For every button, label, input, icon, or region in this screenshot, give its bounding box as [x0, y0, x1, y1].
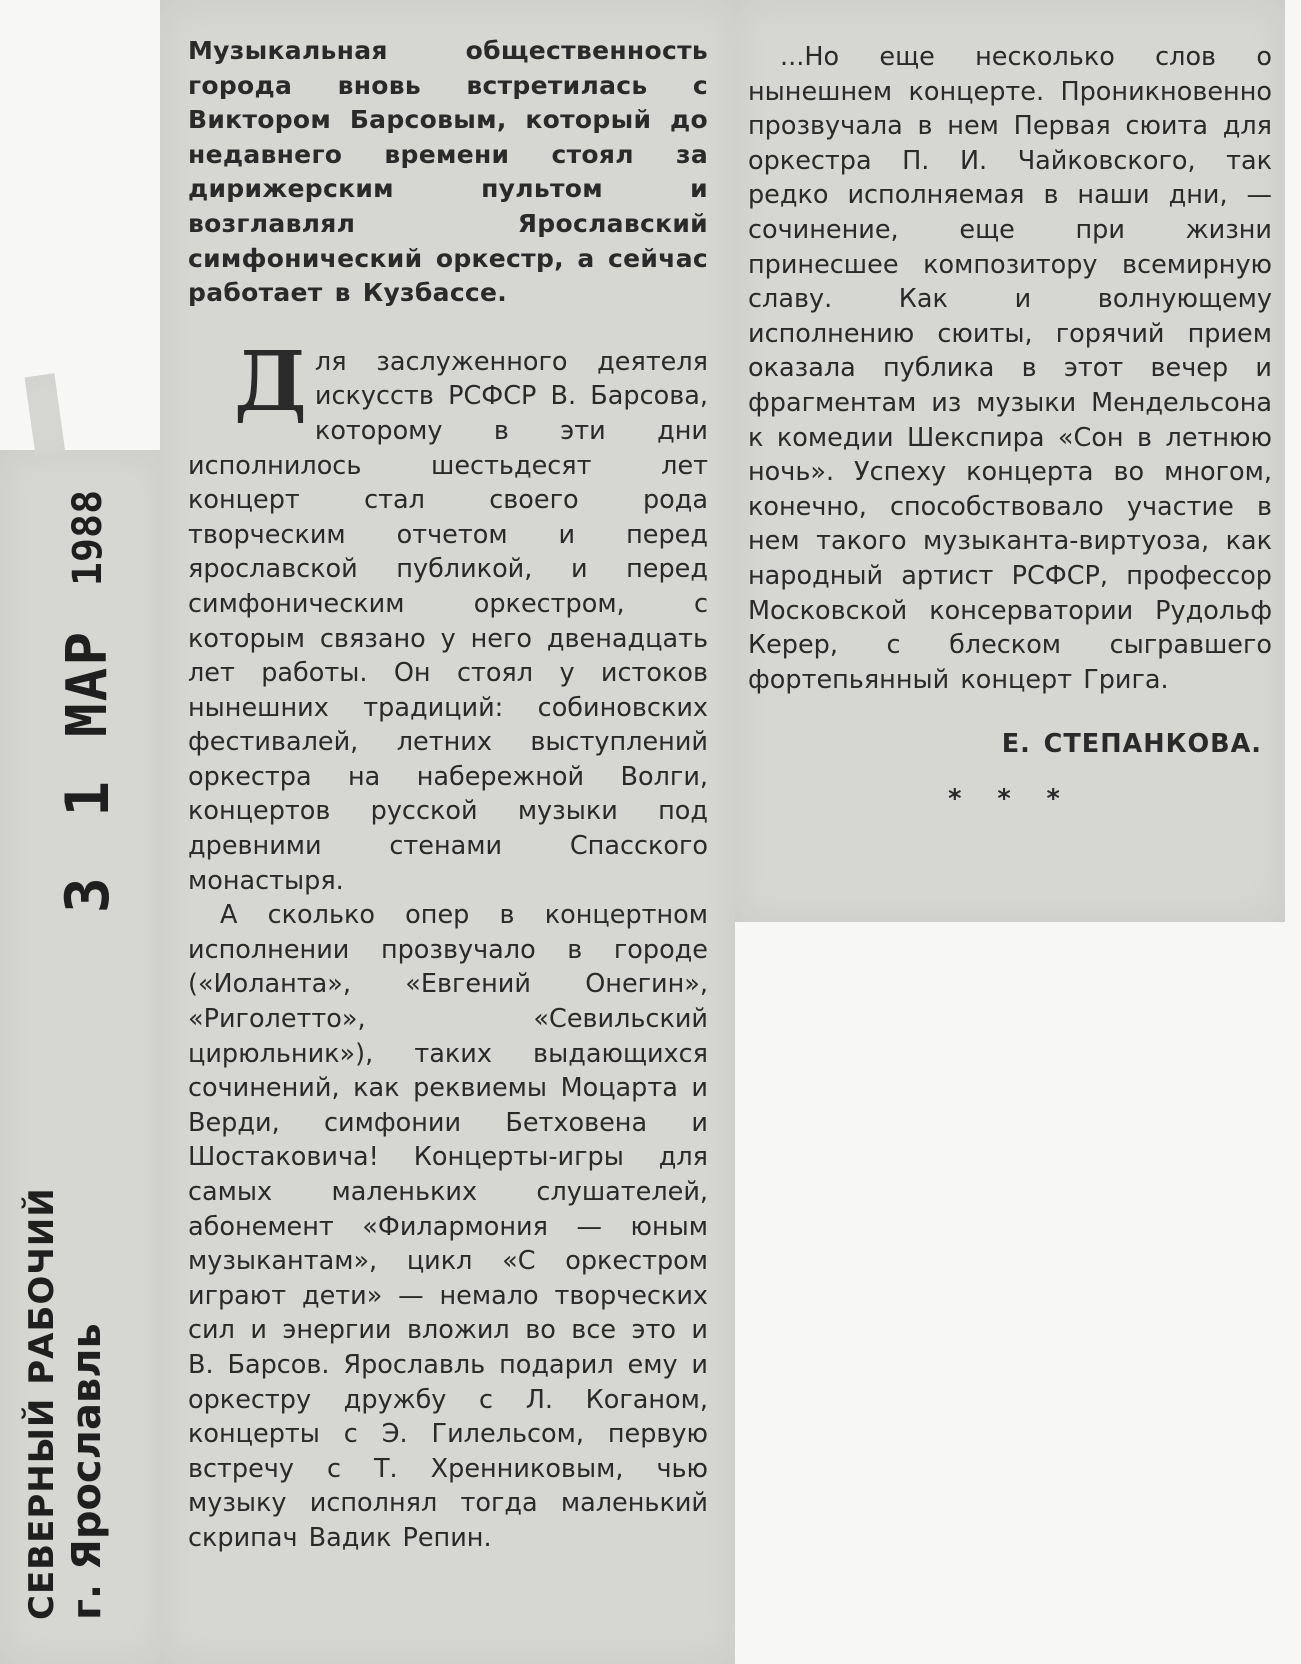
- article-paragraph-2: А сколько опер в концертном исполнении прозвучало в городе («Иоланта», «Евгений Онегин», «Риголетто», «Севильский цирюльник»), таких выдающихся сочинений, как реквиемы Моцарта и Верди, симфонии Бетховена и Шостаковича! Концерты-игры для самых маленьких слушателей, абонемент «Филармония — юным музыкантам», цикл «С оркестром играют дети» — немало творческих сил и энергии вложил во все это и В. Барсов. Ярославль подарил ему и оркестру дружбу с Л. Коганом, концерты с Э. Гилельсом, первую встречу с Т. Хренниковым, чью музыку исполнял тогда маленький скрипач Вадик Репин.: [188, 900, 708, 1553]
- article-separator: * * *: [948, 783, 1072, 814]
- newspaper-city: г. Ярославль: [64, 1323, 110, 1620]
- article-column-right: [748, 40, 1272, 816]
- article-author: Е. СТЕПАНКОВА.: [1001, 729, 1262, 760]
- drop-cap: Д: [234, 333, 307, 430]
- article-paragraph-1: [188, 333, 708, 899]
- article-lead: Музыкальная общественность города вновь встретилась с Виктором Барсовым, который до недавнего времени стоял за дирижерским пультом и возглавлял Ярославский симфонический оркестр, а сейчас работает в Кузбассе.: [188, 36, 708, 308]
- date-stamp-day: 3 1: [53, 768, 123, 914]
- date-stamp-month: МАР: [55, 629, 121, 738]
- date-stamp: [48, 475, 128, 915]
- article-column-left: [188, 34, 708, 1556]
- article-paragraph-3: ...Но еще несколько слов о нынешнем концерте. Проникновенно прозвучала в нем Первая сюита для оркестра П. И. Чайковского, так редко исполняемая в наши дни, — сочинение, еще при жизни принесшее композитору всемирную славу. Как и волнующему исполнению сюиты, горячий прием оказала публика в этот вечер и фрагментам из музыки Мендельсона к комедии Шекспира «Сон в летнюю ночь». Успеху концерта во многом, конечно, способствовало участие в нем такого музыканта-виртуоза, как народный артист РСФСР, профессор Московской консерватории Рудольф Керер, с блеском сыгравшего фортепьянный концерт Грига.: [748, 42, 1272, 695]
- date-stamp-year: 1988: [65, 489, 112, 587]
- newspaper-stamp: [22, 1187, 110, 1620]
- newspaper-name: СЕВЕРНЫЙ РАБОЧИЙ: [22, 1187, 62, 1620]
- clipping-torn-tab: [25, 373, 66, 456]
- paragraph-1-text: ля заслуженного деятеля искусств РСФСР В. Барсова, которому в эти дни исполнилось шестьдесят лет концерт стал своего рода творческим отчетом и перед ярославской публикой, и перед симфоническим оркестром, с которым связано у него двенадцать лет работы. Он стоял у истоков нынешних традиций: собиновских фестивалей, летних выступлений оркестра на набережной Волги, концертов русской музыки под древними стенами Спасского монастыря.: [188, 346, 708, 896]
